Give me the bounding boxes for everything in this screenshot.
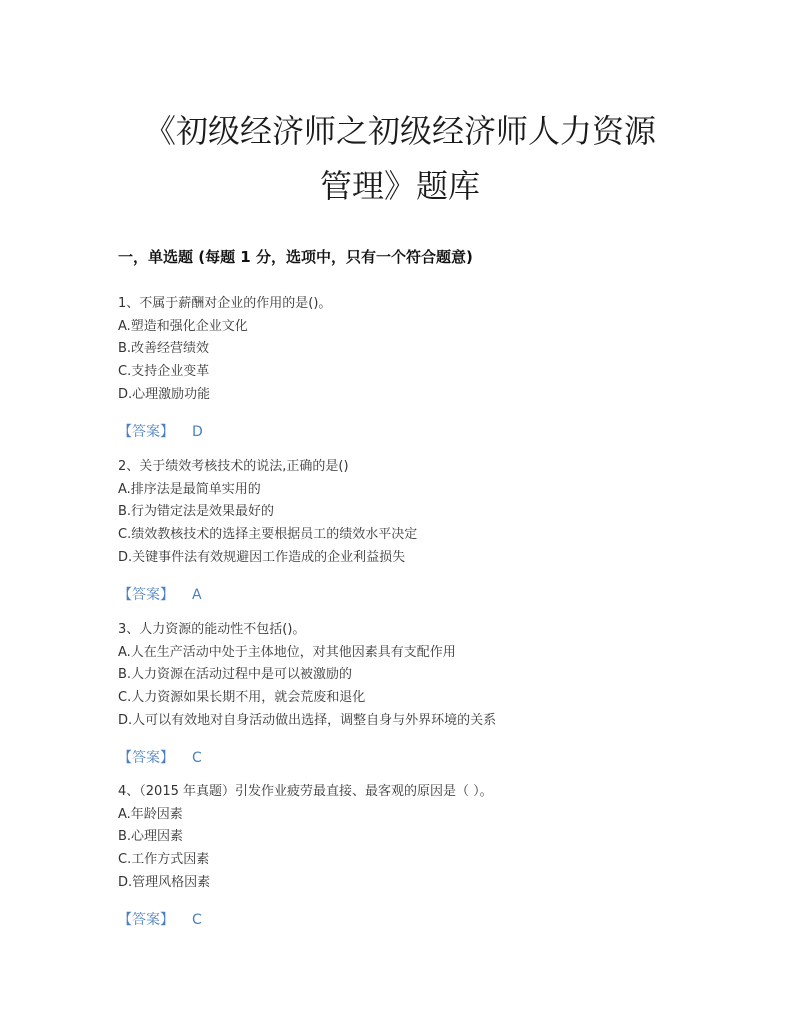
answer-label: 【答案】 [118, 423, 174, 440]
option-a: A.年龄因素 [118, 806, 183, 822]
answer-line [118, 422, 331, 442]
answer-value: C [192, 911, 202, 928]
option-d: D.关键事件法有效规避因工作造成的企业利益损失 [118, 549, 406, 565]
answer-value: C [192, 749, 202, 766]
option-c: C.工作方式因素 [118, 852, 210, 868]
answer-label: 【答案】 [118, 586, 174, 603]
option-b: B.行为错定法是效果最好的 [118, 504, 275, 520]
answer-line [118, 910, 493, 930]
option-a: A.人在生产活动中处于主体地位，对其他因素具有支配作用 [118, 644, 456, 660]
option-c: C.绩效教核技术的选择主要根据员工的绩效水平决定 [118, 527, 418, 543]
title-line-1: 《初级经济师之初级经济师人力资源 [143, 112, 656, 150]
question-stem: 2、关于绩效考核技术的说法,正确的是() [118, 459, 349, 474]
question-2 [118, 456, 417, 605]
section-heading: 一，单选题 (每题 1 分，选项中，只有一个符合题意) [118, 248, 473, 266]
question-stem: 1、不属于薪酬对企业的作用的是()。 [118, 296, 332, 311]
answer-line [118, 585, 417, 605]
title-line-2: 管理》题库 [319, 167, 480, 205]
option-d: D.心理激励功能 [118, 386, 211, 402]
question-stem: 3、人力资源的能动性不包括()。 [118, 622, 306, 637]
answer-label: 【答案】 [118, 911, 174, 928]
option-d: D.管理风格因素 [118, 874, 211, 890]
option-b: B.改善经营绩效 [118, 341, 210, 357]
option-a: A.塑造和强化企业文化 [118, 318, 248, 334]
question-1 [118, 293, 331, 442]
answer-line [118, 748, 496, 768]
answer-value: A [192, 586, 202, 603]
answer-value: D [192, 423, 203, 440]
option-a: A.排序法是最简单实用的 [118, 481, 261, 497]
question-4 [118, 781, 493, 930]
option-c: C.支持企业变革 [118, 364, 210, 380]
document-title [100, 104, 700, 214]
option-b: B.人力资源在活动过程中是可以被激励的 [118, 667, 353, 683]
option-d: D.人可以有效地对自身活动做出选择，调整自身与外界环境的关系 [118, 712, 497, 728]
answer-label: 【答案】 [118, 749, 174, 766]
option-c: C.人力资源如果长期不用，就会荒废和退化 [118, 690, 366, 706]
question-stem: 4、（2015 年真题）引发作业疲劳最直接、最客观的原因是（ ）。 [118, 784, 493, 799]
option-b: B.心理因素 [118, 829, 184, 845]
question-3 [118, 619, 496, 768]
